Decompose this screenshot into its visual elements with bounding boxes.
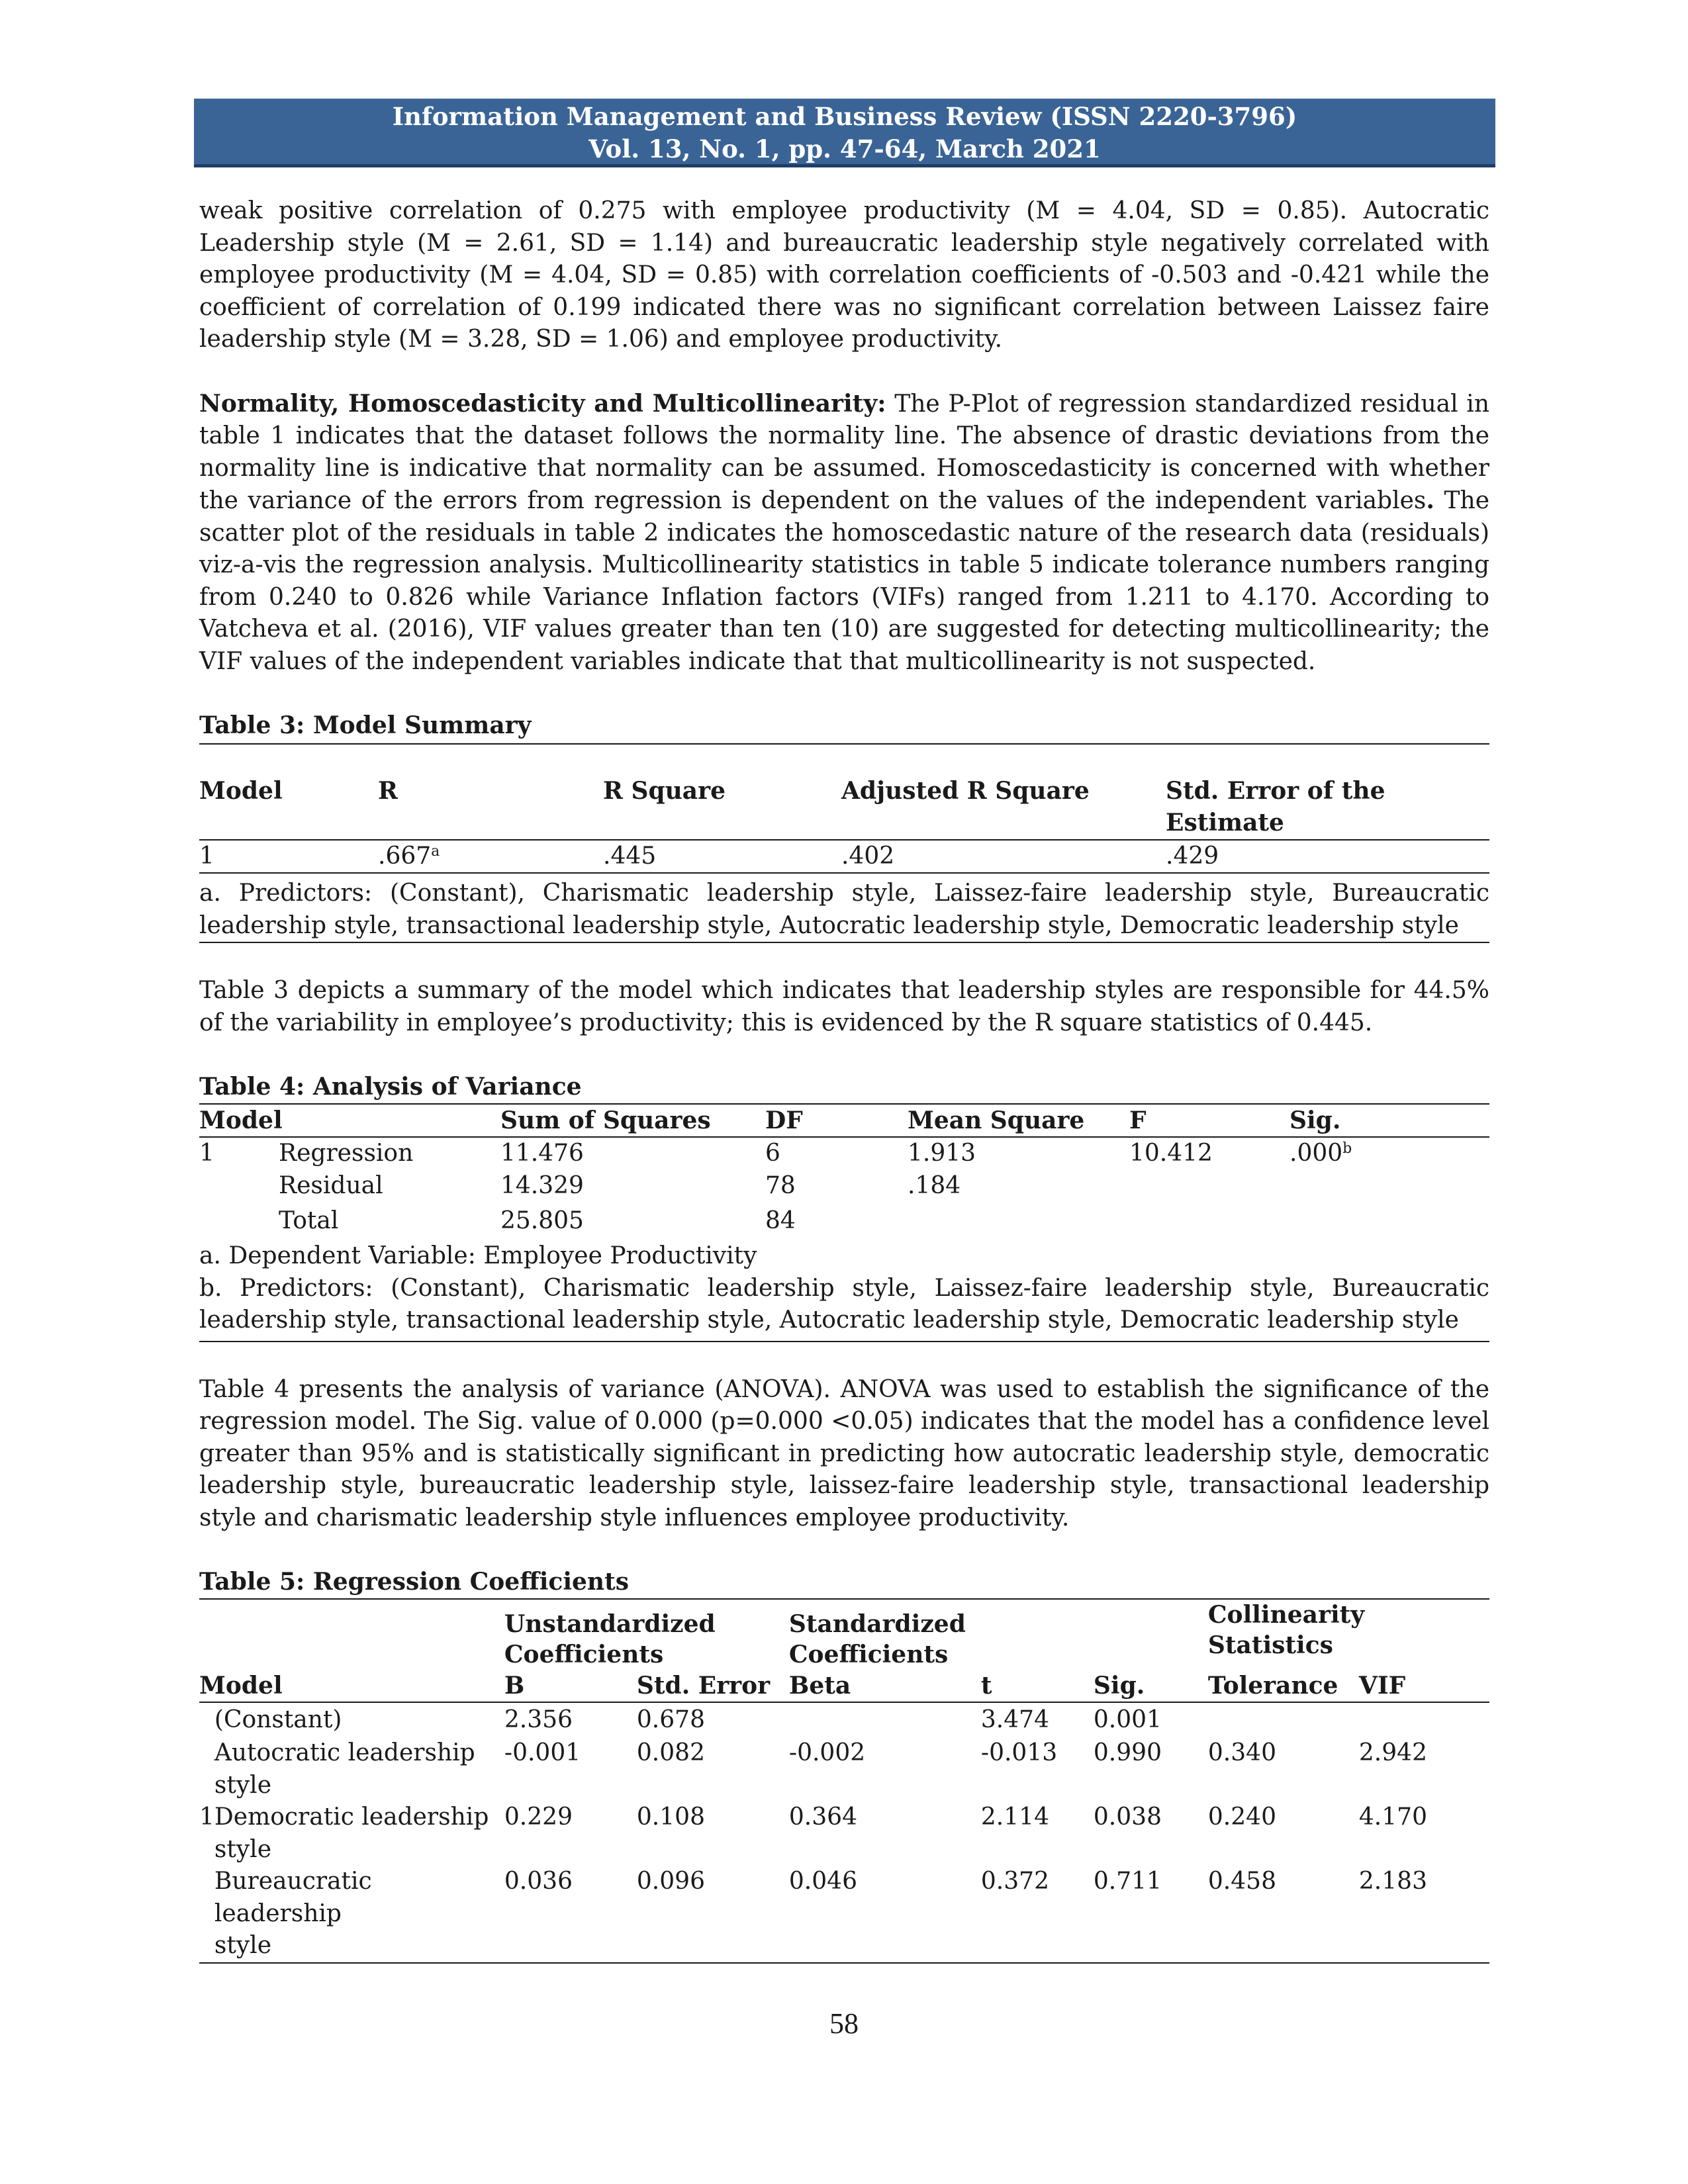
table-row: Autocratic leadership style -0.001 0.082 -0.002 -0.013 0.990 0.340 2.942 bbox=[214, 1739, 1427, 1799]
col-header: Model bbox=[199, 1671, 283, 1700]
table-5-caption: Table 5: Regression Coefficients bbox=[199, 1566, 1489, 1600]
group-header-unstandardized: Unstandardized Coefficients bbox=[504, 1610, 716, 1668]
col-header: Sum of Squares bbox=[500, 1106, 711, 1134]
group-header-collinearity: Collinearity Statistics bbox=[1207, 1600, 1365, 1659]
col-header: Tolerance bbox=[1207, 1671, 1338, 1700]
table-row: 1 .667$^a$ .445 .402 .429 bbox=[199, 842, 1219, 870]
table-3-note: a. Predictors: (Constant), Charismatic leadership style, Laissez-faire leadership style, Bureaucratic leadership style, transactional leadership style, Autocratic leadership style, Democratic leadership style bbox=[199, 872, 1489, 943]
table-row: Residual 14.329 78 .184 bbox=[279, 1171, 961, 1199]
col-header: B bbox=[504, 1671, 525, 1700]
table-row: 1 Regression 11.476 6 1.913 10.412 .000$^b$ bbox=[199, 1140, 1352, 1167]
model-number: 1 bbox=[199, 1803, 214, 1831]
paragraph-anova: Table 4 presents the analysis of variance (ANOVA). ANOVA was used to establish the significance of the regression model. The Sig. value of 0.000 (p=0.000 <0.05) indicates that the model has a confidence level greater than 95% and is statistically significant in predicting how autocratic leadership style, democratic leadership style, bureaucratic leadership style, laissez-faire leadership style, transactional leadership style and charismatic leadership style influences employee productivity. bbox=[199, 1375, 1489, 1531]
journal-volume: Vol. 13, No. 1, pp. 47-64, March 2021 bbox=[588, 134, 1101, 163]
table-4 bbox=[199, 1071, 1489, 1342]
table-3-grid bbox=[199, 775, 1489, 873]
col-header: F bbox=[1129, 1106, 1147, 1134]
journal-header bbox=[194, 99, 1495, 167]
table-row: (Constant) 2.356 0.678 3.474 0.001 bbox=[214, 1706, 1162, 1733]
col-header: t bbox=[980, 1671, 992, 1700]
table-header-row bbox=[199, 775, 1489, 840]
col-header: R Square bbox=[603, 776, 726, 805]
table-row: Bureaucratic leadership style 0.036 0.096 0.046 0.372 0.711 0.458 2.183 bbox=[214, 1868, 1427, 1959]
col-header: Sig. bbox=[1093, 1671, 1145, 1700]
table-row: Total 25.805 84 bbox=[279, 1207, 796, 1234]
col-header: VIF bbox=[1358, 1671, 1406, 1700]
table-header-row bbox=[199, 1104, 1489, 1138]
col-header: Model bbox=[199, 1106, 283, 1134]
page-body bbox=[199, 195, 1489, 1964]
table-row: 1 Democratic leadership style 0.229 0.108 0.364 2.114 0.038 0.240 4.170 bbox=[199, 1801, 1489, 1866]
col-header: Std. Error of the Estimate bbox=[1166, 776, 1385, 837]
paragraph-model-summary: Table 3 depicts a summary of the model which indicates that leadership styles are responsible for 44.5% of the variability in employee’s productivity; this is evidenced by the R square statistics of 0.445. bbox=[199, 977, 1489, 1036]
col-header: Mean Square bbox=[908, 1106, 1085, 1134]
table-4-note-b: b. Predictors: (Constant), Charismatic leadership style, Laissez-faire leadership style, Bureaucratic leadership style, transactional leadership style, Autocratic leadership style, Democratic leadership style bbox=[199, 1273, 1489, 1342]
col-header: Sig. bbox=[1289, 1106, 1341, 1134]
page-number: 58 bbox=[829, 2007, 859, 2040]
col-header: Std. Error bbox=[636, 1671, 771, 1700]
table-3 bbox=[199, 709, 1489, 943]
col-header: DF bbox=[765, 1106, 803, 1134]
table-3-caption: Table 3: Model Summary bbox=[199, 709, 1489, 745]
table-4-note-a: a. Dependent Variable: Employee Productivity bbox=[199, 1242, 757, 1269]
col-header: Adjusted R Square bbox=[841, 776, 1090, 805]
table-header-row bbox=[199, 1670, 1489, 1703]
section-lead: Normality, Homoscedasticity and Multicollinearity: bbox=[199, 389, 886, 418]
col-header: R bbox=[378, 776, 398, 805]
col-header: Beta bbox=[788, 1671, 851, 1700]
paragraph-normality: Normality, Homoscedasticity and Multicollinearity: The P-Plot of regression standardized residual in table 1 indicates that the dataset follows the normality line. The absence of drastic deviations from the normality line is indicative that normality can be assumed. Homoscedasticity is concerned with whether the variance of the errors from regression is dependent on the values of the independent variables. The scatter plot of the residuals in table 2 indicates the homoscedastic nature of the research data (residuals) viz-a-vis the regression analysis. Multicollinearity statistics in table 5 indicate tolerance numbers ranging from 0.240 to 0.826 while Variance Inflation factors (VIFs) ranged from 1.211 to 4.170. According to Vatcheva et al. (2016), VIF values greater than ten (10) are suggested for detecting multicollinearity; the VIF values of the independent variables indicate that that multicollinearity is not suspected. bbox=[199, 389, 1490, 675]
table-5-grid bbox=[199, 1600, 1489, 1964]
table-5 bbox=[199, 1566, 1489, 1964]
table-4-grid bbox=[199, 1071, 1489, 1240]
group-header-standardized: Standardized Coefficients bbox=[788, 1610, 966, 1668]
journal-title: Information Management and Business Review (ISSN 2220-3796) bbox=[392, 102, 1297, 131]
paragraph-correlation: weak positive correlation of 0.275 with employee productivity (M = 4.04, SD = 0.85). Autocratic Leadership style (M = 2.61, SD = 1.14) and bureaucratic leadership style negatively correlated with employee productivity (M = 4.04, SD = 0.85) with correlation coefficients of -0.503 and -0.421 while the coefficient of correlation of 0.199 indicated there was no significant correlation between Laissez faire leadership style (M = 3.28, SD = 1.06) and employee productivity. bbox=[199, 197, 1489, 353]
table-4-caption: Table 4: Analysis of Variance bbox=[199, 1073, 582, 1101]
col-header: Model bbox=[199, 776, 283, 805]
